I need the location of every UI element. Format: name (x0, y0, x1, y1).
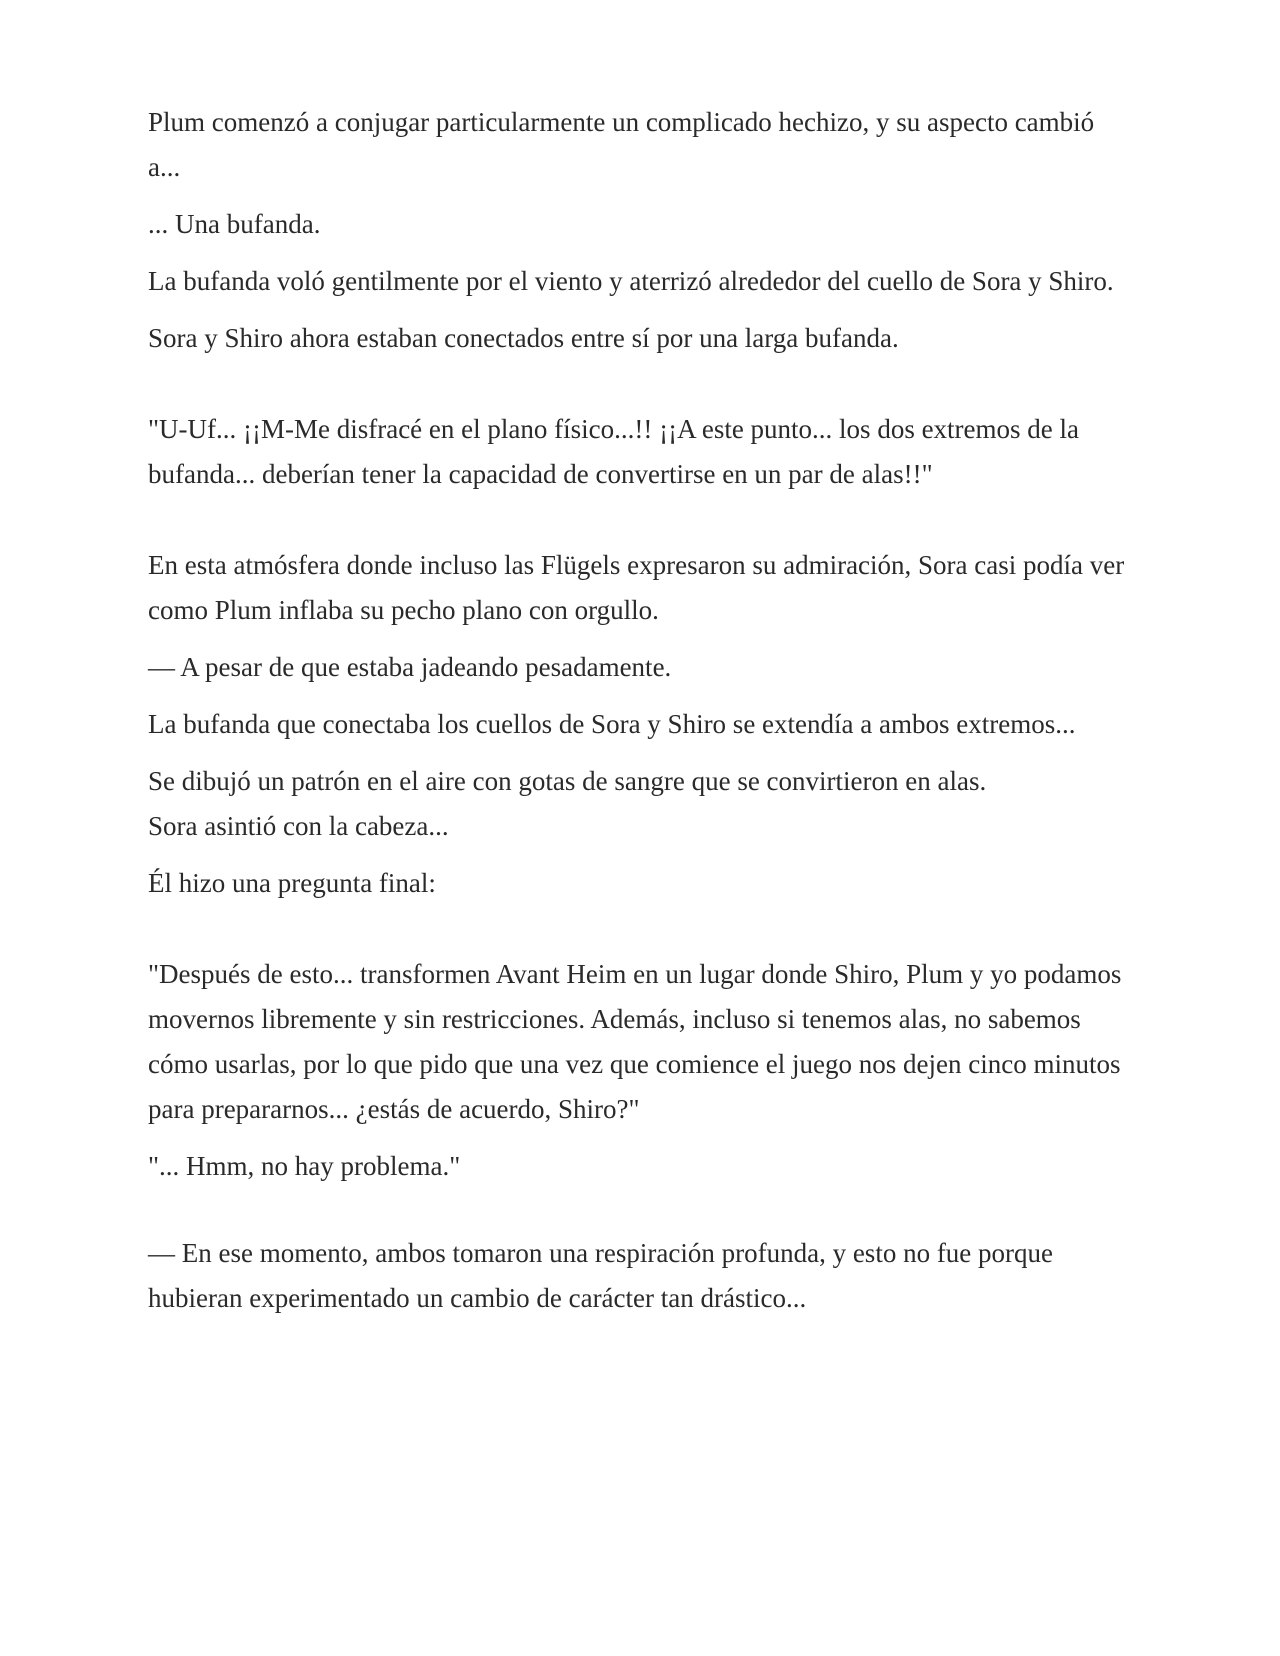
paragraph: Se dibujó un patrón en el aire con gotas de sangre que se convirtieron en alas. (148, 766, 987, 796)
paragraph: Plum comenzó a conjugar particularmente un complicado hechizo, y su aspecto cambió a... (148, 107, 1095, 182)
paragraph: ... Una bufanda. (148, 209, 321, 239)
dialogue-paragraph: "... Hmm, no hay problema." (148, 1151, 461, 1181)
paragraph: La bufanda voló gentilmente por el viento y aterrizó alrededor del cuello de Sora y Shiro. (148, 266, 1114, 296)
dialogue-paragraph: "Después de esto... transformen Avant Heim en un lugar donde Shiro, Plum y yo podamos movernos libremente y sin restricciones. Además, incluso si tenemos alas, no sabemos cómo usarlas, por lo que pido que una vez que comience el juego nos dejen cinco minutos para prepararnos... ¿estás de acuerdo, Shiro?" (148, 959, 1122, 1124)
paragraph: La bufanda que conectaba los cuellos de Sora y Shiro se extendía a ambos extremos... (148, 709, 1076, 739)
paragraph: — A pesar de que estaba jadeando pesadamente. (148, 652, 672, 682)
text-column (148, 100, 1128, 1333)
paragraph: — En ese momento, ambos tomaron una respiración profunda, y esto no fue porque hubieran experimentado un cambio de carácter tan drástico... (148, 1238, 1054, 1313)
dialogue-paragraph: "U-Uf... ¡¡M-Me disfracé en el plano físico...!! ¡¡A este punto... los dos extremos de la bufanda... deberían tener la capacidad de convertirse en un par de alas!!" (148, 414, 1080, 489)
paragraph: Él hizo una pregunta final: (148, 868, 436, 898)
paragraph: En esta atmósfera donde incluso las Flügels expresaron su admiración, Sora casi podía ver como Plum inflaba su pecho plano con orgullo. (148, 550, 1125, 625)
paragraph: Sora y Shiro ahora estaban conectados entre sí por una larga bufanda. (148, 323, 899, 353)
paragraph: Sora asintió con la cabeza... (148, 811, 449, 841)
